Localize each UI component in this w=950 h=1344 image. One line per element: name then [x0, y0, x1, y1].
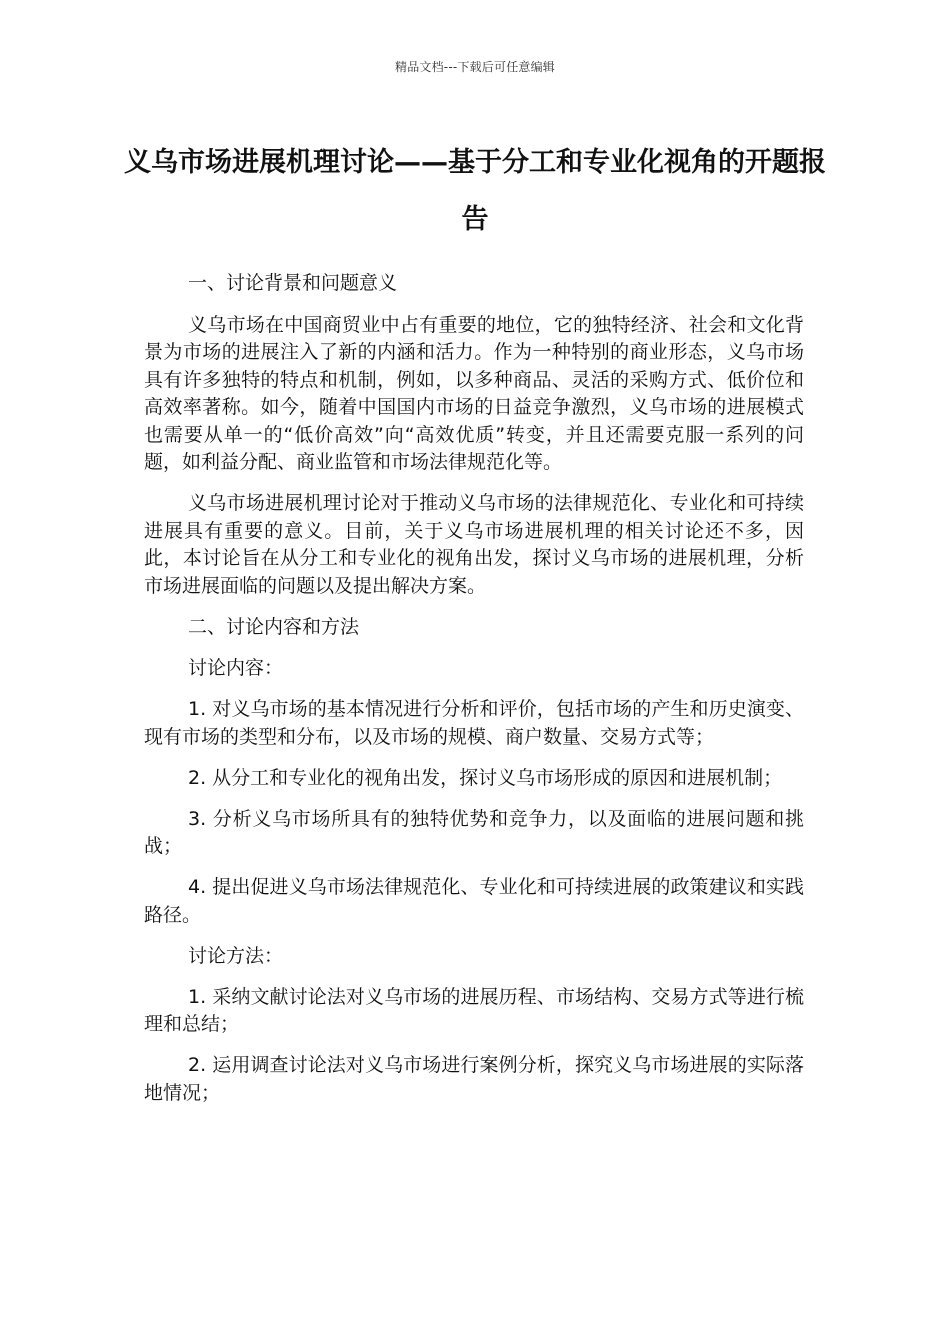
method-label: 讨论方法： — [188, 944, 284, 967]
content-item-3: 3. 分析义乌市场所具有的独特优势和竞争力，以及面临的进展问题和挑战； — [144, 807, 804, 857]
paragraph-significance: 义乌市场进展机理讨论对于推动义乌市场的法律规范化、专业化和可持续进展具有重要的意义。目前，关于义乌市场进展机理的相关讨论还不多，因此，本讨论旨在从分工和专业化的视角出发，探讨义乌市场的进展机理，分析市场进展面临的问题以及提出解决方案。 — [144, 492, 804, 597]
document-title: 义乌市场进展机理讨论——基于分工和专业化视角的开题报告 — [124, 147, 826, 235]
method-item-1: 1. 采纳文献讨论法对义乌市场的进展历程、市场结构、交易方式等进行梳理和总结； — [144, 985, 804, 1035]
content-item-2: 2. 从分工和专业化的视角出发，探讨义乌市场形成的原因和进展机制； — [188, 766, 783, 789]
content-item-1: 1. 对义乌市场的基本情况进行分析和评价，包括市场的产生和历史演变、现有市场的类型和分布，以及市场的规模、商户数量、交易方式等； — [144, 698, 804, 748]
document-body — [144, 270, 804, 1121]
content-item-4: 4. 提出促进义乌市场法律规范化、专业化和可持续进展的政策建议和实践路径。 — [144, 876, 804, 926]
content-label: 讨论内容： — [188, 657, 284, 679]
paragraph-background: 义乌市场在中国商贸业中占有重要的地位，它的独特经济、社会和文化背景为市场的进展注入了新的内涵和活力。作为一种特别的商业形态，义乌市场具有许多独特的特点和机制，例如，以多种商品、灵活的采购方式、低价位和高效率著称。如今，随着中国国内市场的日益竞争激烈，义乌市场的进展模式也需要从单一的“低价高效”向“高效优质”转变，并且还需要克服一系列的问题，如利益分配、商业监管和市场法律规范化等。 — [144, 313, 804, 473]
header-note: 精品文档---下载后可任意编辑 — [395, 60, 555, 74]
method-item-2: 2. 运用调查讨论法对义乌市场进行案例分析，探究义乌市场进展的实际落地情况； — [144, 1054, 804, 1104]
section-heading-background: 一、讨论背景和问题意义 — [188, 272, 398, 294]
section-heading-content-method: 二、讨论内容和方法 — [188, 615, 360, 638]
